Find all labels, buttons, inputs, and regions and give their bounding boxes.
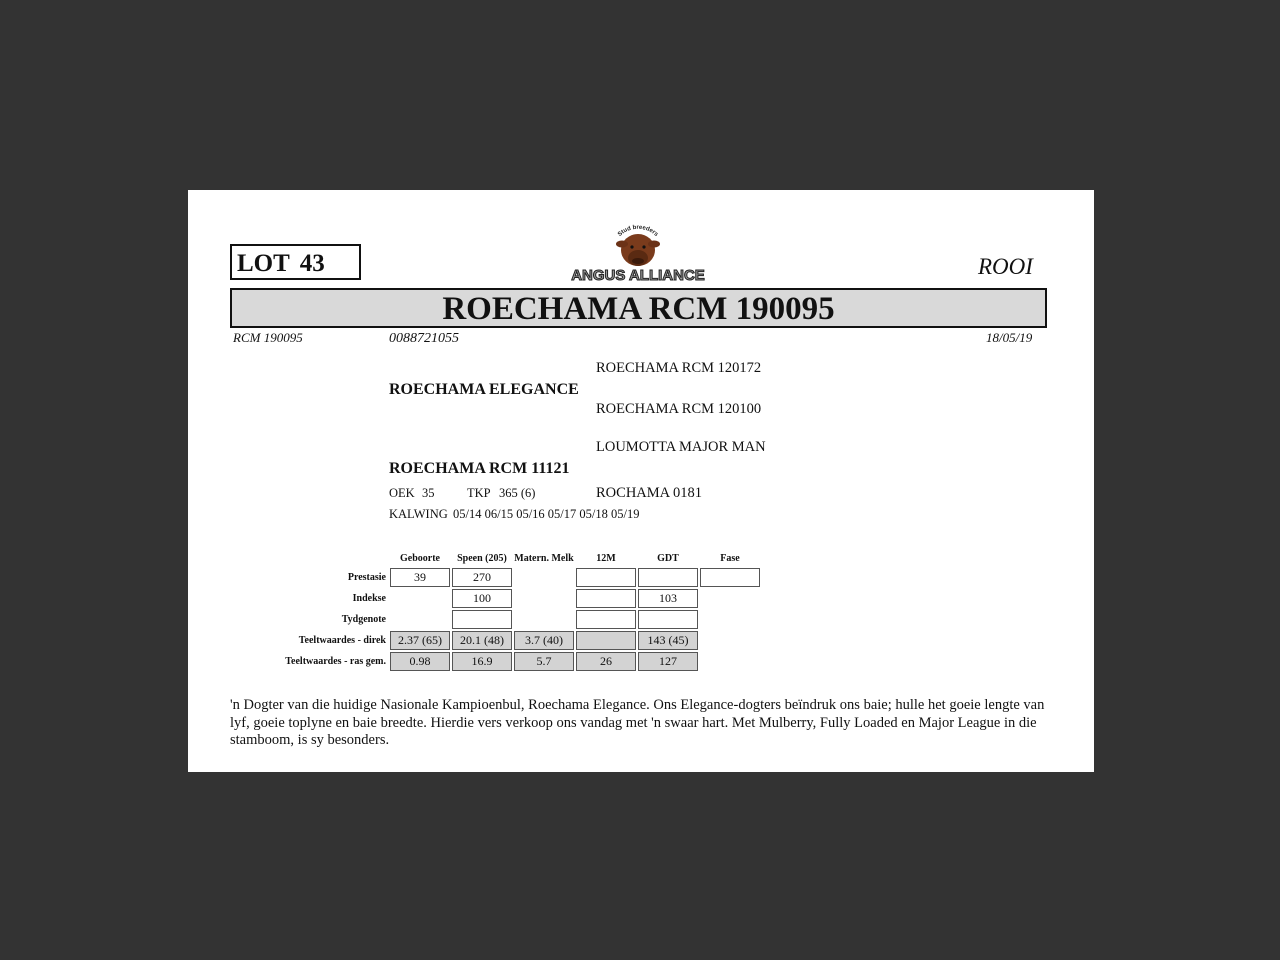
logo-text: ANGUS ALLIANCE: [571, 267, 705, 284]
table-cell: 143 (45): [638, 631, 698, 650]
tkp-value: 365 (6): [499, 486, 536, 500]
kalwing-value: 05/14 06/15 05/16 05/17 05/18 05/19: [453, 507, 640, 521]
row-label-teeltwaardes-direk: Teeltwaardes - direk: [298, 635, 386, 646]
pedigree-sire-sire: ROECHAMA RCM 120172: [596, 360, 762, 376]
table-cell: [700, 589, 760, 608]
table-cell: 103: [638, 589, 698, 608]
pedigree-dam: ROECHAMA RCM 11121: [389, 460, 570, 477]
table-cell: 2.37 (65): [390, 631, 450, 650]
table-cell: 100: [452, 589, 512, 608]
table-cell: 5.7: [514, 652, 574, 671]
table-cell: [638, 568, 698, 587]
table-cell: 3.7 (40): [514, 631, 574, 650]
table-cell: 20.1 (48): [452, 631, 512, 650]
table-row-teeltwaardes-direk: [270, 631, 760, 650]
lot-number: 43: [299, 250, 325, 277]
table-cell: [576, 631, 636, 650]
table-corner: [270, 552, 388, 566]
color-label: ROOI: [978, 254, 1033, 279]
table-cell: [700, 610, 760, 629]
table-cell: [514, 568, 574, 587]
header-matern-melk: Matern. Melk: [514, 552, 574, 564]
birth-date: 18/05/19: [986, 330, 1033, 345]
table-cell: [576, 610, 636, 629]
table-cell: [700, 652, 760, 671]
oek-value: 35: [422, 486, 435, 500]
logo-arc-text: Stud breeders: [617, 224, 659, 238]
table-row-teeltwaardes-ras-gem: [270, 652, 760, 671]
pedigree-dam-dam: ROCHAMA 0181: [596, 485, 702, 501]
row-label-teeltwaardes-ras-gem: Teeltwaardes - ras gem.: [285, 656, 386, 667]
table-row-prestasie: [270, 568, 760, 587]
pedigree-sire: ROECHAMA ELEGANCE: [389, 381, 579, 398]
angus-alliance-logo: [568, 220, 708, 284]
table-cell: 26: [576, 652, 636, 671]
table-cell: 39: [390, 568, 450, 587]
lot-catalog-page: [188, 190, 1094, 772]
table-cell: [390, 610, 450, 629]
pedigree-dam-sire: LOUMOTTA MAJOR MAN: [596, 439, 766, 455]
lot-label: LOT: [237, 250, 290, 277]
table-row-tydgenote: [270, 610, 760, 629]
table-cell: 0.98: [390, 652, 450, 671]
performance-table: [268, 550, 762, 673]
kalwing-label: KALWING: [389, 507, 448, 521]
table-cell: [700, 631, 760, 650]
table-cell: [638, 610, 698, 629]
header-gdt: GDT: [657, 552, 679, 564]
table-row-indekse: [270, 589, 760, 608]
header-fase: Fase: [720, 552, 740, 564]
table-cell: 270: [452, 568, 512, 587]
id-number: 0088721055: [389, 331, 459, 346]
tkp-label: TKP: [467, 486, 491, 500]
header-geboorte: Geboorte: [400, 552, 440, 564]
table-cell: 127: [638, 652, 698, 671]
table-cell: [390, 589, 450, 608]
table-cell: [700, 568, 760, 587]
header-speen: Speen (205): [457, 552, 507, 564]
table-cell: [514, 589, 574, 608]
registration-number: RCM 190095: [233, 330, 303, 345]
row-label-prestasie: Prestasie: [347, 572, 386, 583]
table-cell: 16.9: [452, 652, 512, 671]
table-cell: [576, 589, 636, 608]
header-12m: 12M: [596, 552, 616, 564]
row-label-tydgenote: Tydgenote: [341, 614, 386, 625]
table-cell: [576, 568, 636, 587]
pedigree-sire-dam: ROECHAMA RCM 120100: [596, 401, 762, 417]
lot-description: 'n Dogter van die huidige Nasionale Kampioenbul, Roechama Elegance. Ons Elegance-dogters beïndruk ons baie; hulle het goeie lengte van lyf, goeie toplyne en baie breedte. Hierdie vers verkoop ons vandag met 'n swaar hart. Met Mulberry, Fully Loaded en Major League in die stamboom, is sy besonders.: [230, 697, 1045, 748]
table-cell: [514, 610, 574, 629]
animal-name-title: ROECHAMA RCM 190095: [230, 288, 1047, 328]
lot-number-box: [230, 244, 361, 280]
row-label-indekse: Indekse: [352, 593, 386, 604]
table-header-row: [270, 552, 760, 566]
oek-label: OEK: [389, 486, 415, 500]
table-cell: [452, 610, 512, 629]
